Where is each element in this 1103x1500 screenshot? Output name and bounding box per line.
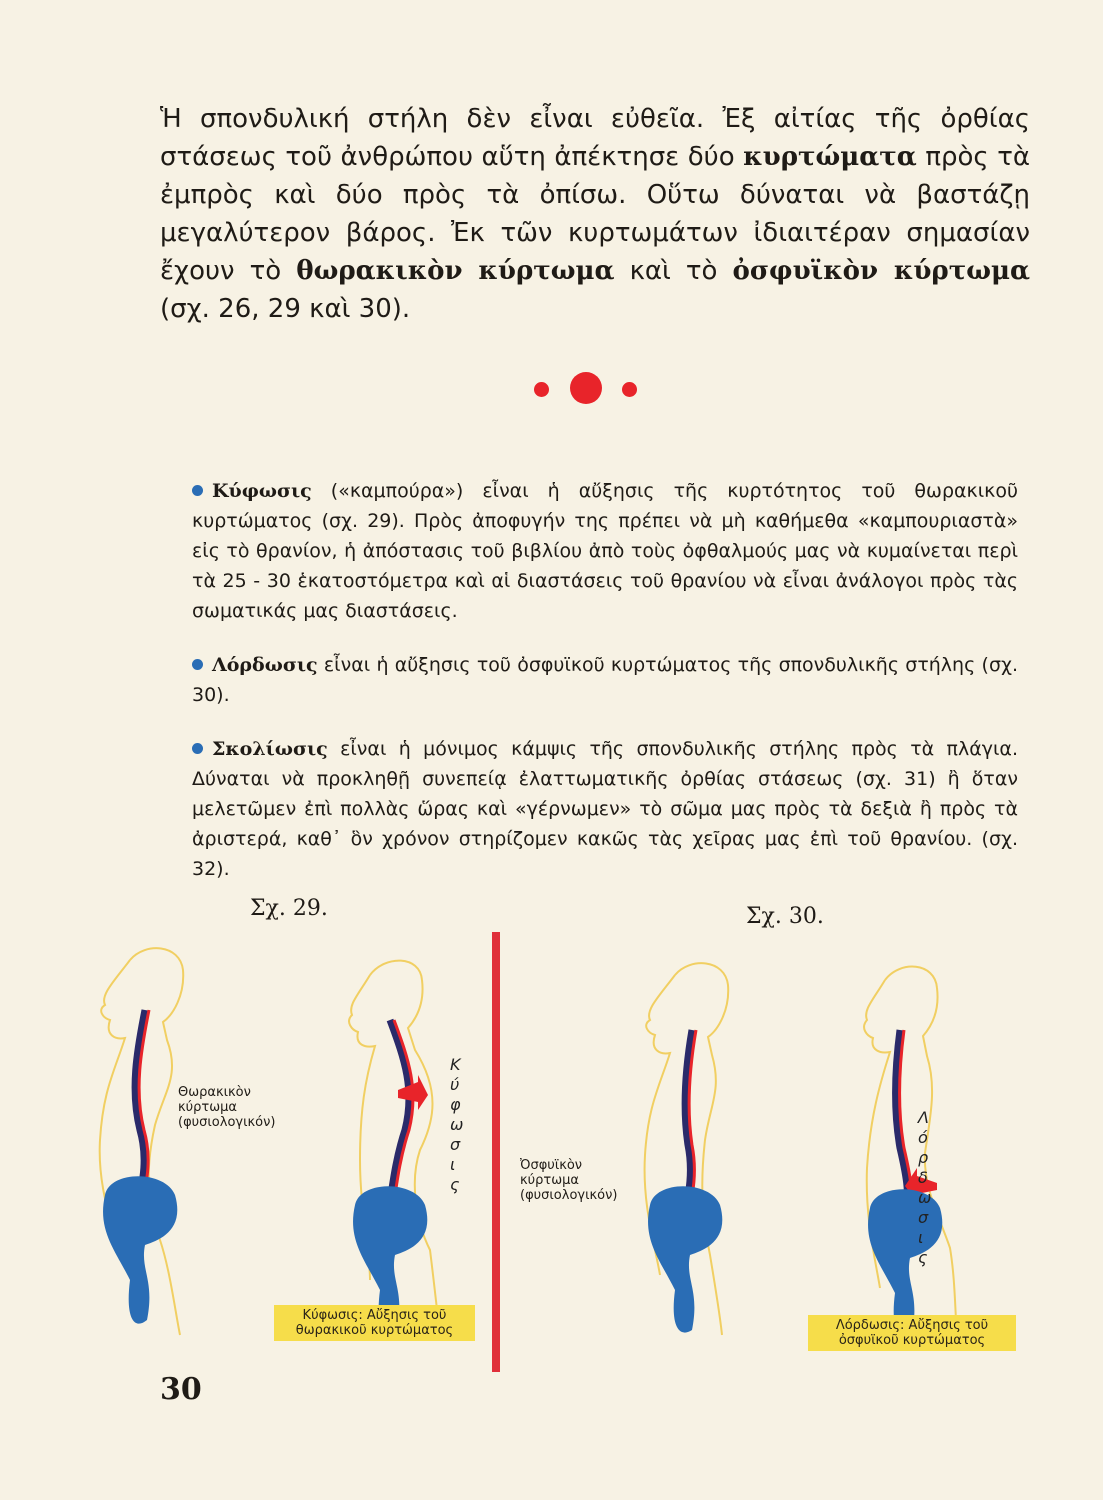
definition-term: Λόρδωσις [212, 654, 318, 676]
figure-divider [492, 932, 500, 1372]
intro-text-3: καὶ τὸ [614, 256, 733, 286]
label-line: (φυσιολογικόν) [178, 1115, 276, 1130]
figure-29-kyphosis-silhouette [330, 950, 460, 1340]
side-letter: Κ [450, 1055, 461, 1074]
separator-dot-small-left [534, 382, 549, 397]
definition-lordosis [192, 650, 1018, 710]
definition-text: εἶναι ἡ μόνιμος κάμψις τῆς σπονδυλικῆς στήλης πρὸς τὰ πλάγια. Δύναται νὰ προκληθῇ συνεπείᾳ ἐλαττωματικῆς ὀρθίας στάσεως (σχ. 31) ἢ ὅταν μελετῶμεν ἐπὶ πολλὰς ὥρας καὶ «γέρνωμεν» τὸ σῶμα μας πρὸς τὰ δεξιὰ ἢ πρὸς τὰ ἀριστερά, καθ᾽ ὃν χρόνον στηρίζομεν κακῶς τὰς χεῖρας μας ἐπὶ τοῦ θρανίου. (σχ. 32). [192, 738, 1018, 880]
intro-text-2: πρὸς τὰ ἐμπρὸς καὶ δύο πρὸς τὰ ὀπίσω. Οὕτω δύναται νὰ βαστάζῃ μεγαλύτερον βάρος. Ἐκ τῶν κυρτωμάτων ἰδιαιτέραν σημασίαν ἔχουν τὸ [160, 142, 1030, 286]
intro-bold-3: ὀσφυϊκὸν κύρτωμα [732, 256, 1031, 286]
intro-paragraph [160, 100, 1030, 328]
side-letter: ρ [918, 1148, 929, 1167]
bullet-icon [192, 659, 203, 670]
page-number: 30 [160, 1372, 202, 1407]
separator-dot-large [570, 372, 602, 404]
figure-30-label [520, 1158, 617, 1203]
side-letter: ω [450, 1115, 464, 1134]
side-letter: Λ [918, 1108, 929, 1127]
figure-30-side-word [918, 1108, 931, 1268]
spine-icon [388, 1020, 409, 1215]
side-letter: δ [918, 1168, 928, 1187]
label-line: κύρτωμα [178, 1100, 237, 1115]
intro-bold-2: θωρακικὸν κύρτωμα [296, 256, 615, 286]
intro-text-1: Ἡ σπονδυλική στήλη δὲν εἶναι εὐθεῖα. Ἐξ αἰτίας τῆς ὀρθίας στάσεως τοῦ ἀνθρώπου αὕτη ἀπέκτησε δύο [160, 104, 1030, 172]
definition-text: εἶναι ἡ αὔξησις τοῦ ὀσφυϊκοῦ κυρτώματος τῆς σπονδυλικῆς στήλης (σχ. 30). [192, 654, 1018, 706]
figure-30-caption [808, 1315, 1016, 1351]
bullet-icon [192, 743, 203, 754]
intro-bold-1: κυρτώματα [743, 142, 917, 172]
side-letter: σ [918, 1208, 929, 1227]
label-line: (φυσιολογικόν) [520, 1188, 618, 1203]
figure-29-normal-silhouette [85, 940, 215, 1340]
side-letter: ό [918, 1128, 928, 1147]
definition-term: Κύφωσις [212, 480, 312, 502]
figure-29-label [178, 1085, 275, 1130]
definition-term: Σκολίωσις [212, 738, 328, 760]
pelvis-icon [103, 1176, 177, 1323]
caption-line: ὀσφυϊκοῦ κυρτώματος [838, 1333, 986, 1348]
caption-line: Κύφωσις: Αὔξησις τοῦ [302, 1308, 447, 1323]
intro-text-4: (σχ. 26, 29 καὶ 30). [160, 294, 411, 324]
side-letter: ύ [450, 1075, 460, 1094]
separator-dot-small-right [622, 382, 637, 397]
side-letter: ς [918, 1248, 928, 1267]
section-separator-dots [530, 370, 640, 410]
bullet-icon [192, 485, 203, 496]
figure-29-title: Σχ. 29. [250, 896, 328, 921]
figure-30-normal-silhouette [630, 955, 750, 1340]
side-letter: ι [450, 1155, 456, 1174]
figure-29-side-word [450, 1055, 463, 1195]
figure-30-lordosis-silhouette [845, 958, 975, 1343]
figure-29-caption [274, 1305, 475, 1341]
definitions-list [192, 476, 1018, 908]
label-line: κύρτωμα [520, 1173, 579, 1188]
definition-kyphosis [192, 476, 1018, 626]
figure-30-title: Σχ. 30. [746, 904, 824, 929]
side-letter: ω [918, 1188, 932, 1207]
caption-line: Λόρδωσις: Αὔξησις τοῦ [835, 1318, 989, 1333]
side-letter: ς [450, 1175, 460, 1194]
side-letter: ι [918, 1228, 924, 1247]
definition-scoliosis [192, 734, 1018, 884]
side-letter: σ [450, 1135, 461, 1154]
label-line: Ὀσφυϊκὸν [520, 1158, 583, 1173]
caption-line: θωρακικοῦ κυρτώματος [295, 1323, 454, 1338]
definition-text: («καμπούρα») εἶναι ἡ αὔξησις τῆς κυρτότητος τοῦ θωρακικοῦ κυρτώματος (σχ. 29). Πρὸς ἀποφυγήν της πρέπει νὰ μὴ καθήμεθα «καμπουριαστὰ» εἰς τὸ θρανίον, ἡ ἀπόστασις τοῦ βιβλίου ἀπὸ τοὺς ὀφθαλμούς μας νὰ κυμαίνεται περὶ τὰ 25 - 30 ἑκατοστόμετρα καὶ αἱ διαστάσεις τοῦ θρανίου νὰ εἶναι ἀνάλογοι πρὸς τὰς σωματικάς μας διαστάσεις. [192, 480, 1018, 622]
label-line: Θωρακικὸν [178, 1085, 251, 1100]
side-letter: φ [450, 1095, 461, 1114]
